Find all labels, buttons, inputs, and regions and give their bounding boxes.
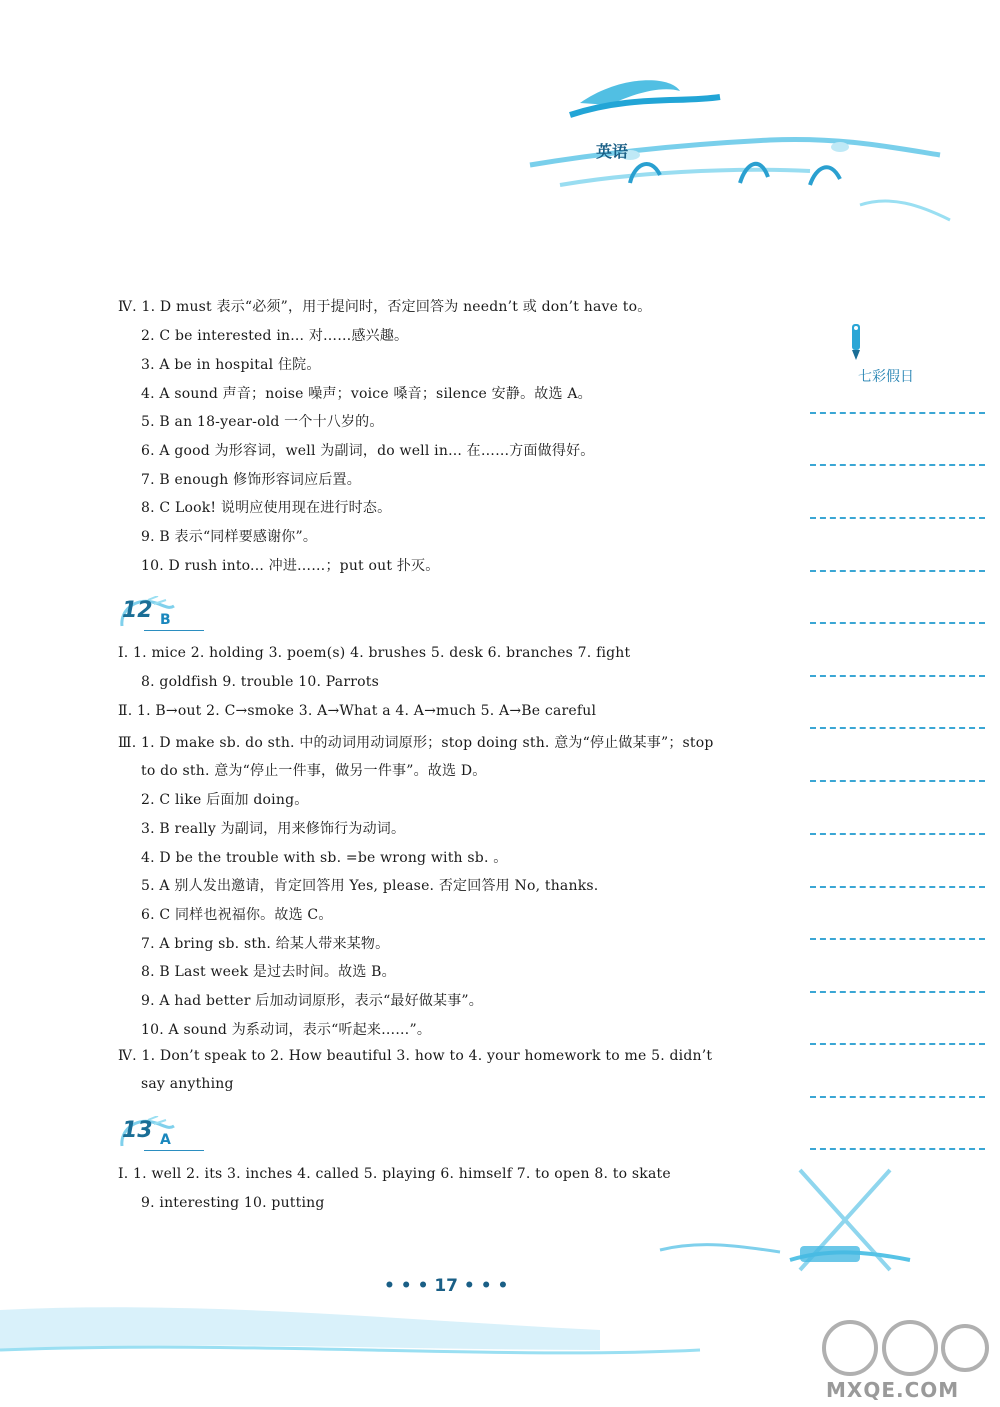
header-title: 英语 — [596, 142, 629, 161]
note-line — [810, 938, 985, 940]
answer-line: Ⅳ. 1. D must 表示“必须”，用于提问时，否定回答为 needn’t 或 don’t have to。 — [118, 299, 652, 315]
note-line — [810, 727, 985, 729]
section-underline — [144, 1150, 204, 1151]
note-line — [810, 675, 985, 677]
answer-line: 6. C 同样也祝福你。故选 C。 — [141, 907, 333, 923]
note-line — [810, 780, 985, 782]
section-number: 13 — [122, 1118, 153, 1143]
answer-line: 2. C like 后面加 doing。 — [141, 792, 309, 808]
answer-line: say anything — [141, 1076, 234, 1092]
answer-line: 5. B an 18-year-old 一个十八岁的。 — [141, 414, 384, 430]
section-underline — [144, 630, 204, 631]
answer-line: 10. D rush into... 冲进……；put out 扑灭。 — [141, 558, 440, 574]
answer-line: 3. B really 为副词，用来修饰行为动词。 — [141, 821, 406, 837]
bottom-decoration — [640, 1160, 940, 1290]
answer-line: 7. B enough 修饰形容词应后置。 — [141, 472, 361, 488]
note-line — [810, 464, 985, 466]
note-line — [810, 412, 985, 414]
answer-line: 4. D be the trouble with sb. =be wrong with sb. 。 — [141, 850, 508, 866]
answer-line: Ⅳ. 1. Don’t speak to 2. How beautiful 3. how to 4. your homework to me 5. didn’t — [118, 1048, 713, 1064]
note-line — [810, 622, 985, 624]
note-line — [810, 570, 985, 572]
section-letter: A — [160, 1132, 171, 1148]
answer-line: 7. A bring sb. sth. 给某人带来某物。 — [141, 936, 390, 952]
note-line — [810, 517, 985, 519]
answer-line: 9. interesting 10. putting — [141, 1195, 325, 1211]
note-line — [810, 1096, 985, 1098]
page-number: • • • 17 • • • — [384, 1276, 509, 1296]
answer-line: 8. goldfish 9. trouble 10. Parrots — [141, 674, 379, 690]
sidebar-label: 七彩假日 — [858, 369, 914, 385]
answer-line: 9. B 表示“同样要感谢你”。 — [141, 529, 318, 545]
answer-line: 2. C be interested in... 对……感兴趣。 — [141, 328, 409, 344]
note-line — [810, 1043, 985, 1045]
section-badge-12b — [118, 596, 218, 636]
answer-line: 3. A be in hospital 住院。 — [141, 357, 321, 373]
answer-line: 6. A good 为形容词，well 为副词，do well in... 在……方面做得好。 — [141, 443, 595, 459]
watermark-text: MXQE.COM — [826, 1378, 960, 1402]
note-line — [810, 991, 985, 993]
answer-line: Ⅲ. 1. D make sb. do sth. 中的动词用动词原形；stop doing sth. 意为“停止做某事”；stop — [118, 735, 714, 751]
answer-line: 5. A 别人发出邀请，肯定回答用 Yes, please. 否定回答用 No, thanks. — [141, 878, 599, 894]
answer-line: 8. C Look! 说明应使用现在进行时态。 — [141, 500, 392, 516]
answer-line: 4. A sound 声音；noise 噪声；voice 嗓音；silence 安静。故选 A。 — [141, 386, 592, 402]
header-decoration — [510, 55, 960, 225]
pen-icon — [845, 322, 867, 362]
answer-line: 9. A had better 后加动词原形，表示“最好做某事”。 — [141, 993, 483, 1009]
section-letter: B — [160, 612, 171, 628]
answer-line: to do sth. 意为“停止一件事，做另一件事”。故选 D。 — [141, 763, 487, 779]
answer-line: Ⅰ. 1. well 2. its 3. inches 4. called 5. playing 6. himself 7. to open 8. to skate — [118, 1166, 671, 1182]
note-line — [810, 833, 985, 835]
answer-line: 10. A sound 为系动词，表示“听起来……”。 — [141, 1022, 432, 1038]
note-line — [810, 1148, 985, 1150]
answer-line: 8. B Last week 是过去时间。故选 B。 — [141, 964, 396, 980]
section-badge-13a — [118, 1116, 218, 1156]
section-number: 12 — [122, 598, 153, 623]
answer-line: Ⅰ. 1. mice 2. holding 3. poem(s) 4. brushes 5. desk 6. branches 7. fight — [118, 645, 631, 661]
note-line — [810, 886, 985, 888]
answer-line: Ⅱ. 1. B→out 2. C→smoke 3. A→What a 4. A→much 5. A→Be careful — [118, 703, 597, 719]
